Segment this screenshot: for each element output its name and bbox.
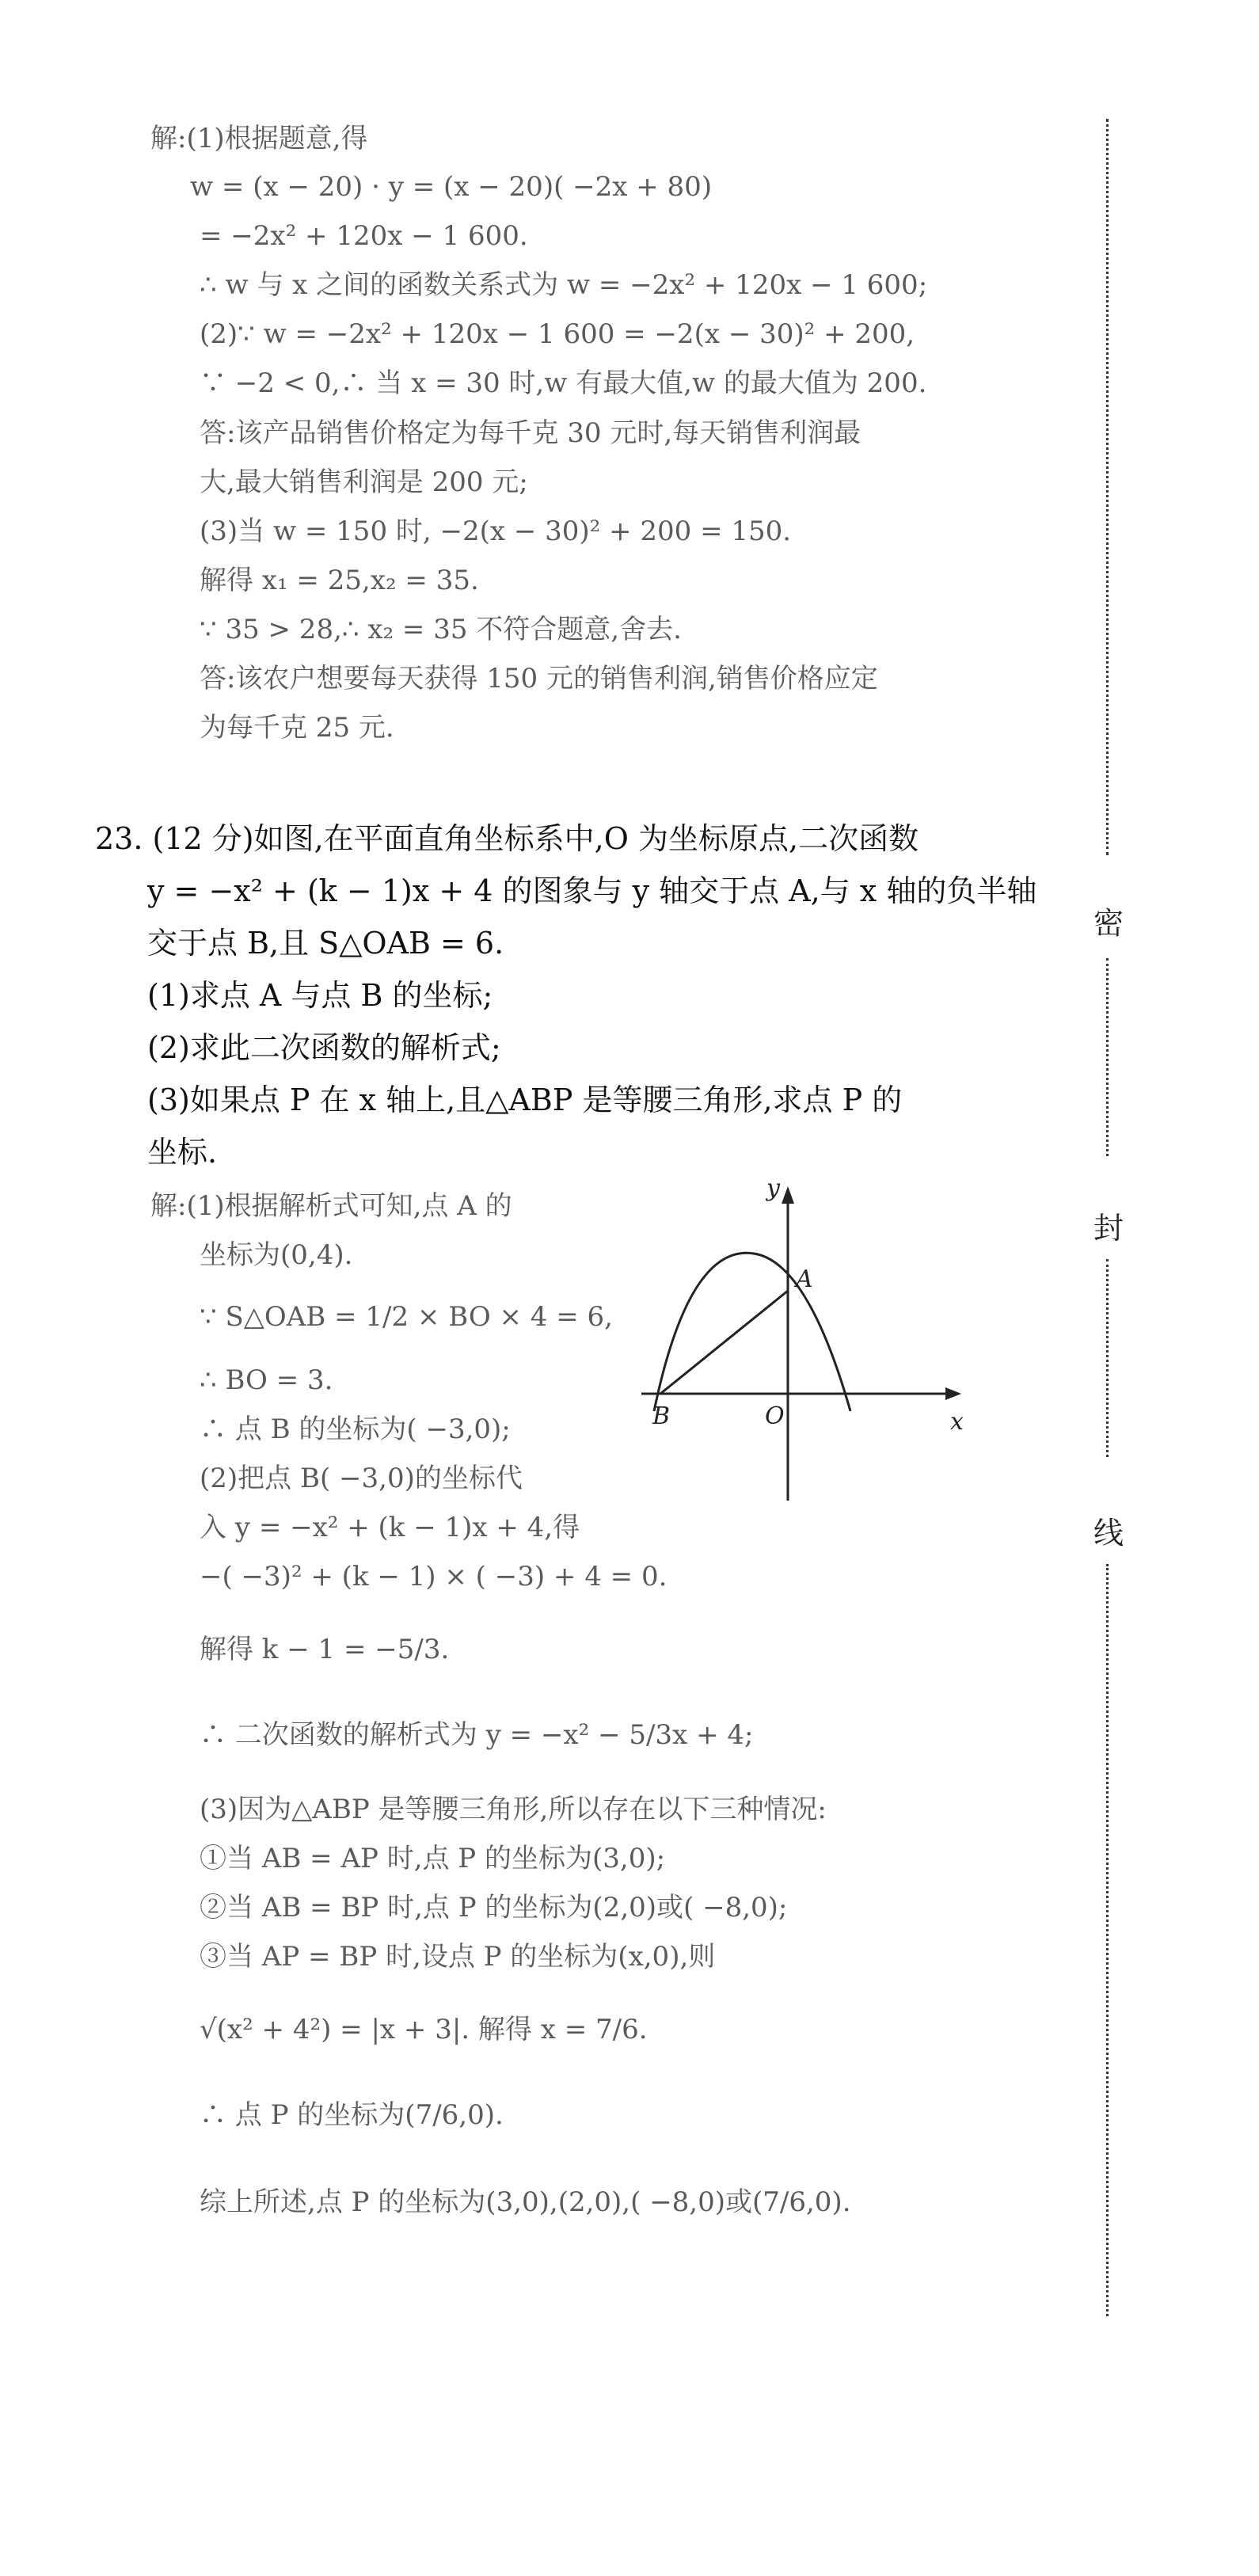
binding-char-mi: 密 bbox=[1093, 906, 1124, 941]
solution-line: 答:该产品销售价格定为每千克 30 元时,每天销售利润最 bbox=[200, 417, 862, 449]
solution-line: 答:该农户想要每天获得 150 元的销售利润,销售价格应定 bbox=[200, 663, 878, 694]
solution-line: 为每千克 25 元. bbox=[200, 712, 394, 744]
binding-dotted-line bbox=[1106, 958, 1109, 1156]
segment-ab bbox=[660, 1291, 788, 1394]
solution-line: −( −3)² + (k − 1) × ( −3) + 4 = 0. bbox=[200, 1561, 668, 1592]
solution-line: ∴ w 与 x 之间的函数关系式为 w = −2x² + 120x − 1 600; bbox=[200, 269, 928, 301]
question-line: (1)求点 A 与点 B 的坐标; bbox=[147, 978, 493, 1013]
binding-dotted-line bbox=[1106, 1564, 1109, 2316]
parabola-curve bbox=[654, 1253, 850, 1411]
question-line: 23. (12 分)如图,在平面直角坐标系中,O 为坐标原点,二次函数 bbox=[95, 821, 919, 856]
y-axis-label: y bbox=[766, 1174, 780, 1202]
solution-line: (2)∵ w = −2x² + 120x − 1 600 = −2(x − 30)² + 200, bbox=[200, 318, 915, 350]
solution-line: ∴ 二次函数的解析式为 y = −x² − 5/3x + 4; bbox=[200, 1719, 754, 1751]
solution-line: ∵ −2 < 0,∴ 当 x = 30 时,w 有最大值,w 的最大值为 200. bbox=[200, 367, 927, 399]
solution-line: 大,最大销售利润是 200 元; bbox=[200, 466, 528, 498]
x-axis-arrow bbox=[945, 1387, 961, 1400]
solution-line: ①当 AB = AP 时,点 P 的坐标为(3,0); bbox=[200, 1843, 666, 1874]
x-axis-label: x bbox=[950, 1408, 964, 1436]
parabola-figure bbox=[626, 1172, 998, 1520]
solution-line: 解:(1)根据解析式可知,点 A 的 bbox=[150, 1190, 512, 1222]
question-line: y = −x² + (k − 1)x + 4 的图象与 y 轴交于点 A,与 x 轴的负半轴 bbox=[147, 873, 1037, 908]
point-a-label: A bbox=[796, 1265, 813, 1293]
solution-line: ∴ BO = 3. bbox=[200, 1364, 333, 1396]
binding-dotted-line bbox=[1106, 1259, 1109, 1457]
solution-line: (2)把点 B( −3,0)的坐标代 bbox=[200, 1463, 523, 1494]
solution-line: √(x² + 4²) = |x + 3|. 解得 x = 7/6. bbox=[200, 2014, 648, 2045]
binding-char-xian: 线 bbox=[1093, 1516, 1124, 1551]
solution-line: 综上所述,点 P 的坐标为(3,0),(2,0),( −8,0)或(7/6,0). bbox=[200, 2186, 851, 2218]
y-axis-arrow bbox=[782, 1186, 794, 1204]
solution-line: ∴ 点 P 的坐标为(7/6,0). bbox=[200, 2099, 504, 2131]
solution-line: ∵ S△OAB = 1/2 × BO × 4 = 6, bbox=[200, 1301, 613, 1333]
solution-line: ③当 AP = BP 时,设点 P 的坐标为(x,0),则 bbox=[200, 1941, 716, 1973]
solution-line: 入 y = −x² + (k − 1)x + 4,得 bbox=[200, 1512, 580, 1543]
solution-line: 坐标为(0,4). bbox=[200, 1239, 353, 1271]
solution-line: ∵ 35 > 28,∴ x₂ = 35 不符合题意,舍去. bbox=[200, 614, 682, 645]
solution-line: (3)当 w = 150 时, −2(x − 30)² + 200 = 150. bbox=[200, 516, 792, 547]
solution-line: 解得 x₁ = 25,x₂ = 35. bbox=[200, 565, 479, 596]
solution-line: 解:(1)根据题意,得 bbox=[150, 123, 368, 154]
question-line: 坐标. bbox=[147, 1135, 218, 1170]
point-b-label: B bbox=[652, 1402, 671, 1430]
solution-line: ∴ 点 B 的坐标为( −3,0); bbox=[200, 1414, 511, 1445]
binding-char-feng: 封 bbox=[1093, 1211, 1124, 1246]
question-line: 交于点 B,且 S△OAB = 6. bbox=[147, 926, 504, 961]
solution-line: ②当 AB = BP 时,点 P 的坐标为(2,0)或( −8,0); bbox=[200, 1892, 788, 1923]
solution-line: = −2x² + 120x − 1 600. bbox=[200, 220, 528, 252]
solution-line: 解得 k − 1 = −5/3. bbox=[200, 1634, 450, 1665]
solution-line: (3)因为△ABP 是等腰三角形,所以存在以下三种情况: bbox=[200, 1794, 827, 1825]
question-line: (2)求此二次函数的解析式; bbox=[147, 1030, 501, 1065]
solution-line: w = (x − 20) · y = (x − 20)( −2x + 80) bbox=[190, 171, 713, 203]
origin-label: O bbox=[765, 1402, 785, 1430]
question-line: (3)如果点 P 在 x 轴上,且△ABP 是等腰三角形,求点 P 的 bbox=[147, 1083, 903, 1117]
binding-dotted-line bbox=[1106, 119, 1109, 855]
